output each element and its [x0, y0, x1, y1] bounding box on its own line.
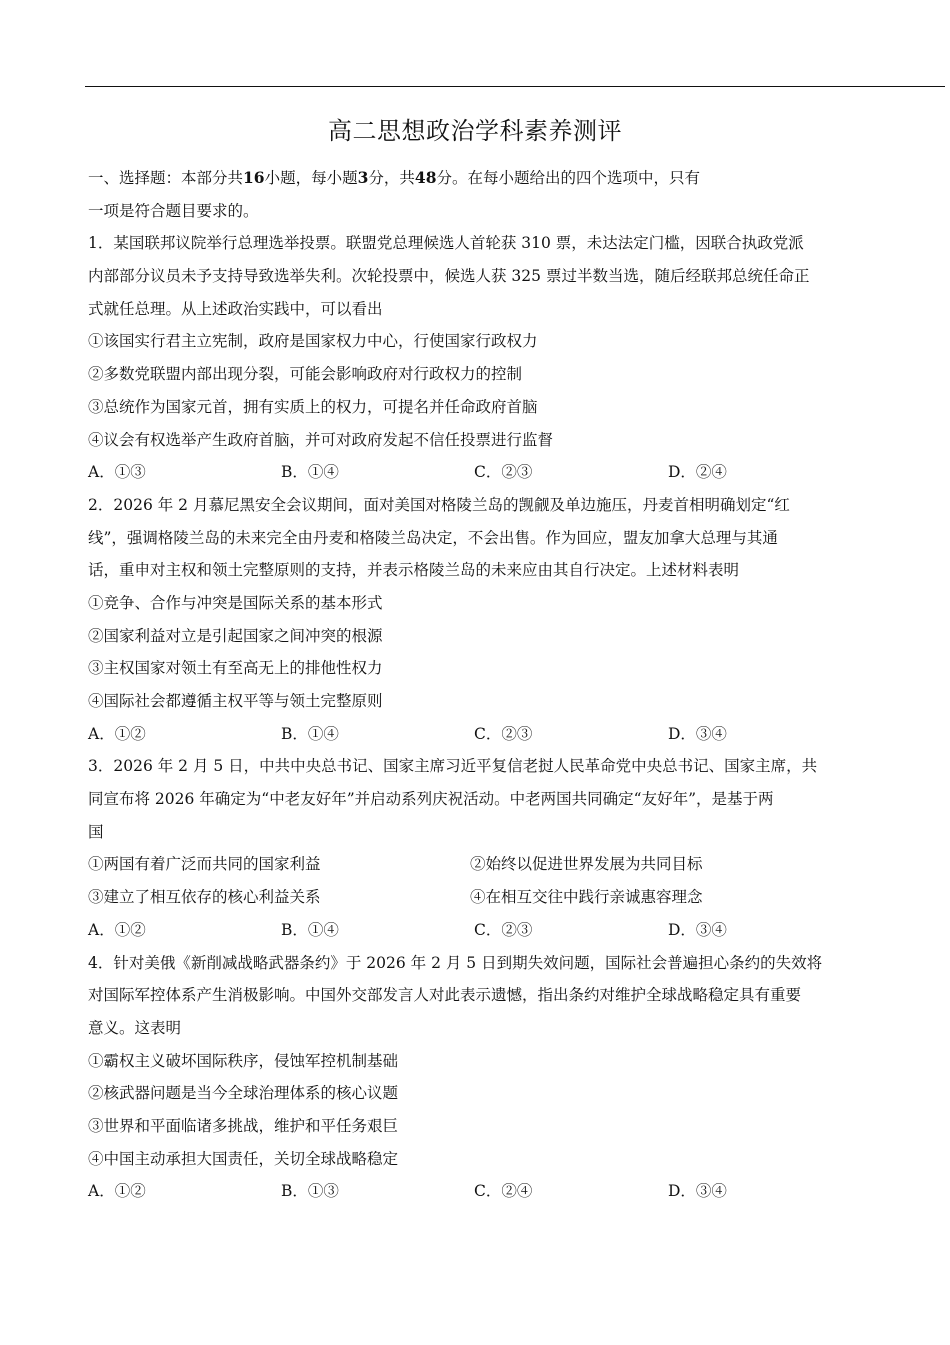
answer-choices	[88, 456, 868, 489]
statement-option: ③主权国家对领土有至高无上的排他性权力	[88, 659, 383, 678]
answer-choice-b: B．①④	[281, 463, 339, 482]
answer-choice-c: C．②③	[474, 463, 533, 482]
answer-choice-d: D．③④	[668, 920, 727, 939]
statement-option: ②国家利益对立是引起国家之间冲突的根源	[88, 626, 383, 645]
statement-option: ②始终以促进世界发展为共同目标	[470, 855, 703, 874]
statement-option: ①两国有着广泛而共同的国家利益	[88, 855, 321, 874]
question-stem-line: 3．2026 年 2 月 5 日，中共中央总书记、国家主席习近平复信老挝人民革命党中央总书记、国家主席，共	[88, 757, 818, 776]
statement-option: ③建立了相互依存的核心利益关系	[88, 888, 321, 907]
statement-option: ④议会有权选举产生政府首脑，并可对政府发起不信任投票进行监督	[88, 430, 554, 449]
question-4	[88, 947, 868, 1209]
answer-choice-c: C．②③	[474, 920, 533, 939]
question-count: 16	[243, 168, 265, 187]
question-stem-line: 意义。这表明	[88, 1018, 182, 1037]
header-rule	[85, 86, 945, 87]
answer-choice-a: A．①②	[88, 724, 146, 743]
statement-option: ④在相互交往中践行亲诚惠容理念	[470, 888, 703, 907]
answer-choices	[88, 718, 868, 751]
question-2	[88, 489, 868, 751]
statement-option: ①竞争、合作与冲突是国际关系的基本形式	[88, 593, 383, 612]
question-stem-line: 同宣布将 2026 年确定为“中老友好年”并启动系列庆祝活动。中老两国共同确定“友好年”，是基于两	[88, 790, 774, 809]
question-stem-line: 式就任总理。从上述政治实践中，可以看出	[88, 299, 383, 318]
answer-choices	[88, 914, 868, 947]
answer-choice-a: A．①③	[88, 463, 146, 482]
answer-choice-d: D．③④	[668, 724, 727, 743]
answer-choice-d: D．③④	[668, 1182, 727, 1201]
points-total: 48	[414, 168, 437, 187]
answer-choice-b: B．①④	[281, 920, 339, 939]
question-3	[88, 750, 868, 946]
question-stem-line: 话，重申对主权和领土完整原则的支持，并表示格陵兰岛的未来应由其自行决定。上述材料表明	[88, 561, 740, 580]
statement-option: ③世界和平面临诸多挑战，维护和平任务艰巨	[88, 1116, 399, 1135]
question-stem-line: 内部部分议员未予支持导致选举失利。次轮投票中，候选人获 325 票过半数当选，随后经联邦总统任命正	[88, 267, 810, 286]
answer-choice-c: C．②③	[474, 724, 533, 743]
statement-option: ②核武器问题是当今全球治理体系的核心议题	[88, 1084, 399, 1103]
question-stem-line: 对国际军控体系产生消极影响。中国外交部发言人对此表示遗憾，指出条约对维护全球战略稳定具有重要	[88, 986, 802, 1005]
answer-choices	[88, 1175, 868, 1208]
statement-option: ④国际社会都遵循主权平等与领土完整原则	[88, 692, 383, 710]
answer-choice-a: A．①②	[88, 920, 146, 939]
answer-choice-b: B．①③	[281, 1182, 339, 1201]
question-stem-line: 1．某国联邦议院举行总理选举投票。联盟党总理候选人首轮获 310 票，未达法定门槛，因联合执政党派	[88, 234, 804, 253]
statement-option: ④中国主动承担大国责任，关切全球战略稳定	[88, 1149, 399, 1168]
statement-option: ③总统作为国家元首，拥有实质上的权力，可提名并任命政府首脑	[88, 397, 538, 416]
section-instruction: 一、选择题：本部分共16小题，每小题3分，共48分。在每小题给出的四个选项中，只有	[88, 168, 701, 187]
question-stem-line: 4．针对美俄《新削减战略武器条约》于 2026 年 2 月 5 日到期失效问题，国际社会普遍担心条约的失效将	[88, 953, 823, 972]
answer-choice-b: B．①④	[281, 724, 339, 743]
question-stem-line: 2．2026 年 2 月慕尼黑安全会议期间，面对美国对格陵兰岛的觊觎及单边施压，丹麦首相明确划定“红	[88, 495, 790, 514]
answer-choice-c: C．②④	[474, 1182, 533, 1201]
page-title: 高二思想政治学科素养测评	[328, 117, 622, 145]
statement-option-row	[88, 881, 868, 914]
question-stem-line: 国	[88, 822, 104, 841]
answer-choice-d: D．②④	[668, 463, 727, 482]
statement-option: ①霸权主义破坏国际秩序，侵蚀军控机制基础	[88, 1051, 399, 1070]
question-stem-line: 线”，强调格陵兰岛的未来完全由丹麦和格陵兰岛决定，不会出售。作为回应，盟友加拿大总理与其通	[88, 528, 778, 547]
statement-option: ②多数党联盟内部出现分裂，可能会影响政府对行政权力的控制	[88, 365, 523, 384]
exam-content	[88, 162, 868, 1208]
section-instruction-line2: 一项是符合题目要求的。	[88, 201, 259, 220]
statement-option-row	[88, 848, 868, 881]
question-1	[88, 227, 868, 489]
statement-option: ①该国实行君主立宪制，政府是国家权力中心，行使国家行政权力	[88, 332, 538, 351]
answer-choice-a: A．①②	[88, 1182, 146, 1201]
points-each: 3	[357, 168, 369, 187]
